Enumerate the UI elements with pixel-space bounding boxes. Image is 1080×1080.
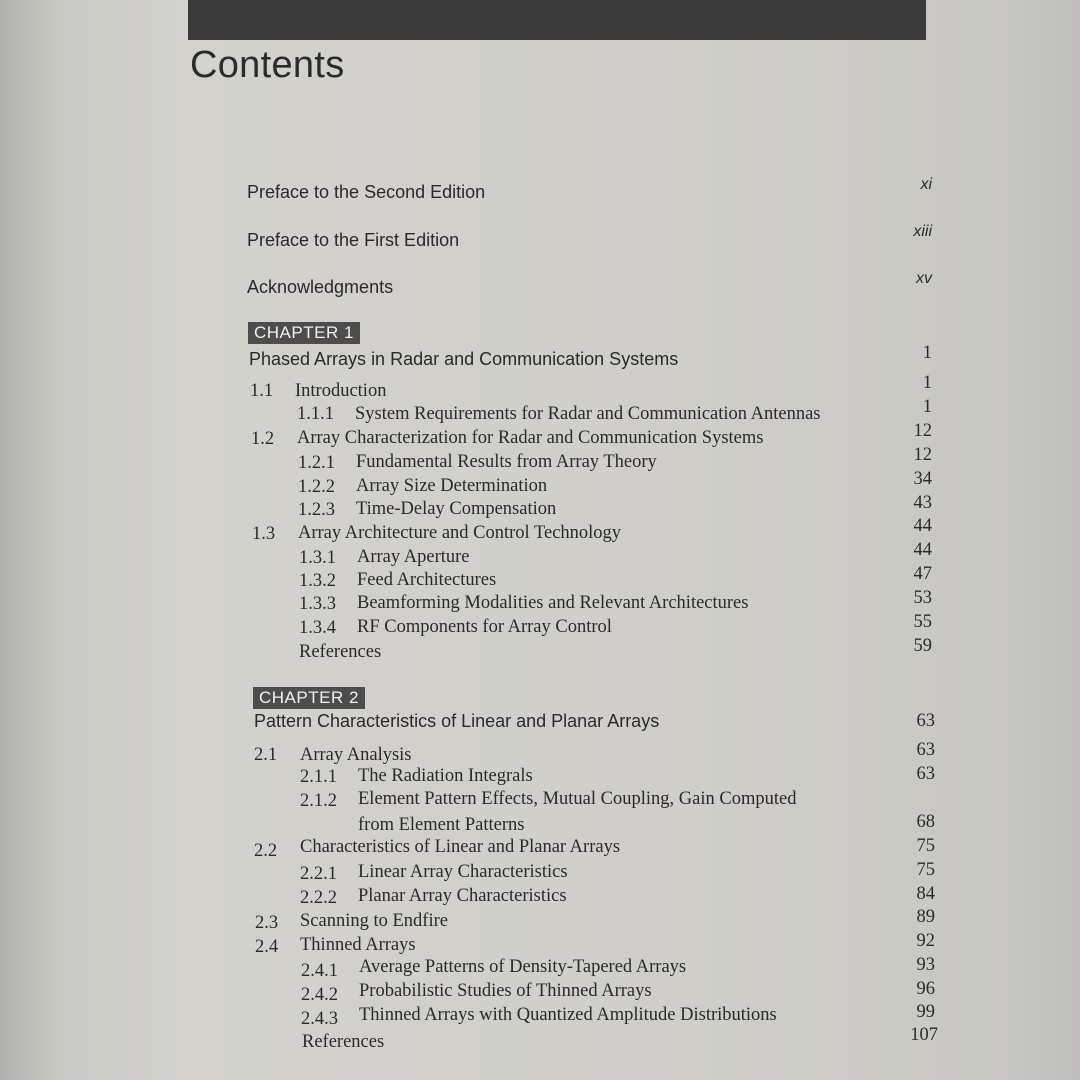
toc-entry-number: 1.3.2 [299,571,336,591]
chapter-2-badge: CHAPTER 2 [253,687,365,709]
toc-entry-label: Array Aperture [357,547,470,567]
toc-entry-number: 2.1.2 [300,791,337,811]
toc-entry-label: References [299,642,382,662]
toc-entry-number: 1.3 [252,524,276,544]
toc-entry-page: 84 [916,884,935,904]
toc-entry-label: from Element Patterns [358,815,525,835]
toc-entry-number: 1.2.2 [298,477,335,497]
toc-entry-number: 2.4.1 [301,961,338,981]
toc-entry-label: Array Characterization for Radar and Communication Systems [297,428,764,448]
toc-entry-page: 92 [916,931,935,951]
toc-entry-label: Feed Architectures [357,570,497,590]
toc-entry-label: Characteristics of Linear and Planar Arrays [300,837,621,857]
toc-entry-number: 1.3.3 [299,594,336,614]
toc-entry-label: Beamforming Modalities and Relevant Architectures [357,593,749,613]
toc-front-preface-first: Preface to the First Edition [247,230,460,250]
toc-entry-number: 1.2.3 [298,500,335,520]
toc-entry-number: 1.1.1 [297,404,334,424]
toc-entry-page: 12 [913,421,932,441]
toc-front-page: xiii [913,223,932,240]
toc-entry-label: System Requirements for Radar and Communication Antennas [355,404,821,424]
toc-entry-number: 1.3.1 [299,548,336,568]
toc-entry-number: 2.2.1 [300,864,337,884]
toc-entry-page: 43 [913,493,932,513]
toc-entry-page: 53 [913,588,932,608]
toc-entry-number: 2.1 [254,745,278,765]
toc-entry-label: Array Architecture and Control Technology [298,523,622,543]
toc-entry-page: 44 [913,540,932,560]
toc-entry-label: Array Size Determination [356,476,548,496]
toc-entry-page: 63 [916,764,935,784]
toc-front-page: xi [920,176,932,193]
toc-entry-label: Array Analysis [300,745,412,765]
toc-entry-number: 2.2 [254,841,278,861]
toc-entry-label: Time-Delay Compensation [356,499,557,519]
toc-entry-number: 2.4 [255,937,279,957]
toc-entry-page: 12 [913,445,932,465]
toc-entry-number: 2.1.1 [300,767,337,787]
toc-entry-label: Fundamental Results from Array Theory [356,452,657,472]
toc-entry-page: 1 [922,373,932,393]
toc-front-page: xv [916,270,932,287]
page-title: Contents [190,44,345,86]
toc-entry-page: 55 [913,612,932,632]
toc-entry-label: The Radiation Integrals [358,766,533,786]
chapter-1-badge: CHAPTER 1 [248,322,360,344]
toc-entry-label: Scanning to Endfire [300,911,448,931]
toc-entry-page: 68 [916,812,935,832]
toc-entry-label: Probabilistic Studies of Thinned Arrays [359,981,652,1001]
toc-entry-label: References [302,1032,385,1052]
chapter-2-title: Pattern Characteristics of Linear and Planar Arrays [254,711,660,731]
chapter-1-page: 1 [922,343,932,363]
toc-entry-number: 2.2.2 [300,888,337,908]
toc-entry-page: 63 [916,740,935,760]
toc-entry-label: Planar Array Characteristics [358,886,567,906]
toc-entry-page: 99 [916,1002,935,1022]
toc-entry-page: 59 [913,636,932,656]
toc-entry-number: 2.4.3 [301,1009,338,1029]
chapter-2-page: 63 [916,711,935,731]
toc-entry-number: 1.2.1 [298,453,335,473]
toc-entry-page: 93 [916,955,935,975]
toc-entry-page: 89 [916,907,935,927]
toc-entry-page: 1 [922,397,932,417]
toc-entry-page: 75 [916,860,935,880]
toc-entry-page: 107 [910,1025,938,1045]
toc-entry-label: Average Patterns of Density-Tapered Arrays [359,957,687,977]
toc-entry-page: 75 [916,836,935,856]
toc-entry-page: 44 [913,516,932,536]
toc-entry-label: Thinned Arrays [300,935,416,955]
header-bar [188,0,926,40]
toc-entry-label: RF Components for Array Control [357,617,612,637]
toc-entry-number: 2.3 [255,913,279,933]
toc-entry-label: Linear Array Characteristics [358,862,568,882]
toc-entry-number: 1.3.4 [299,618,336,638]
chapter-1-title: Phased Arrays in Radar and Communication Systems [249,349,679,369]
toc-entry-number: 1.1 [250,381,274,401]
toc-entry-page: 96 [916,979,935,999]
toc-entry-label: Introduction [295,381,387,401]
toc-entry-number: 1.2 [251,429,275,449]
toc-entry-page: 47 [913,564,932,584]
toc-entry-page: 34 [913,469,932,489]
toc-front-acknowledgments: Acknowledgments [247,277,394,297]
toc-entry-number: 2.4.2 [301,985,338,1005]
toc-front-preface-second: Preface to the Second Edition [247,182,486,202]
toc-entry-label: Thinned Arrays with Quantized Amplitude Distributions [359,1005,777,1025]
toc-entry-label: Element Pattern Effects, Mutual Coupling, Gain Computed [358,789,797,809]
